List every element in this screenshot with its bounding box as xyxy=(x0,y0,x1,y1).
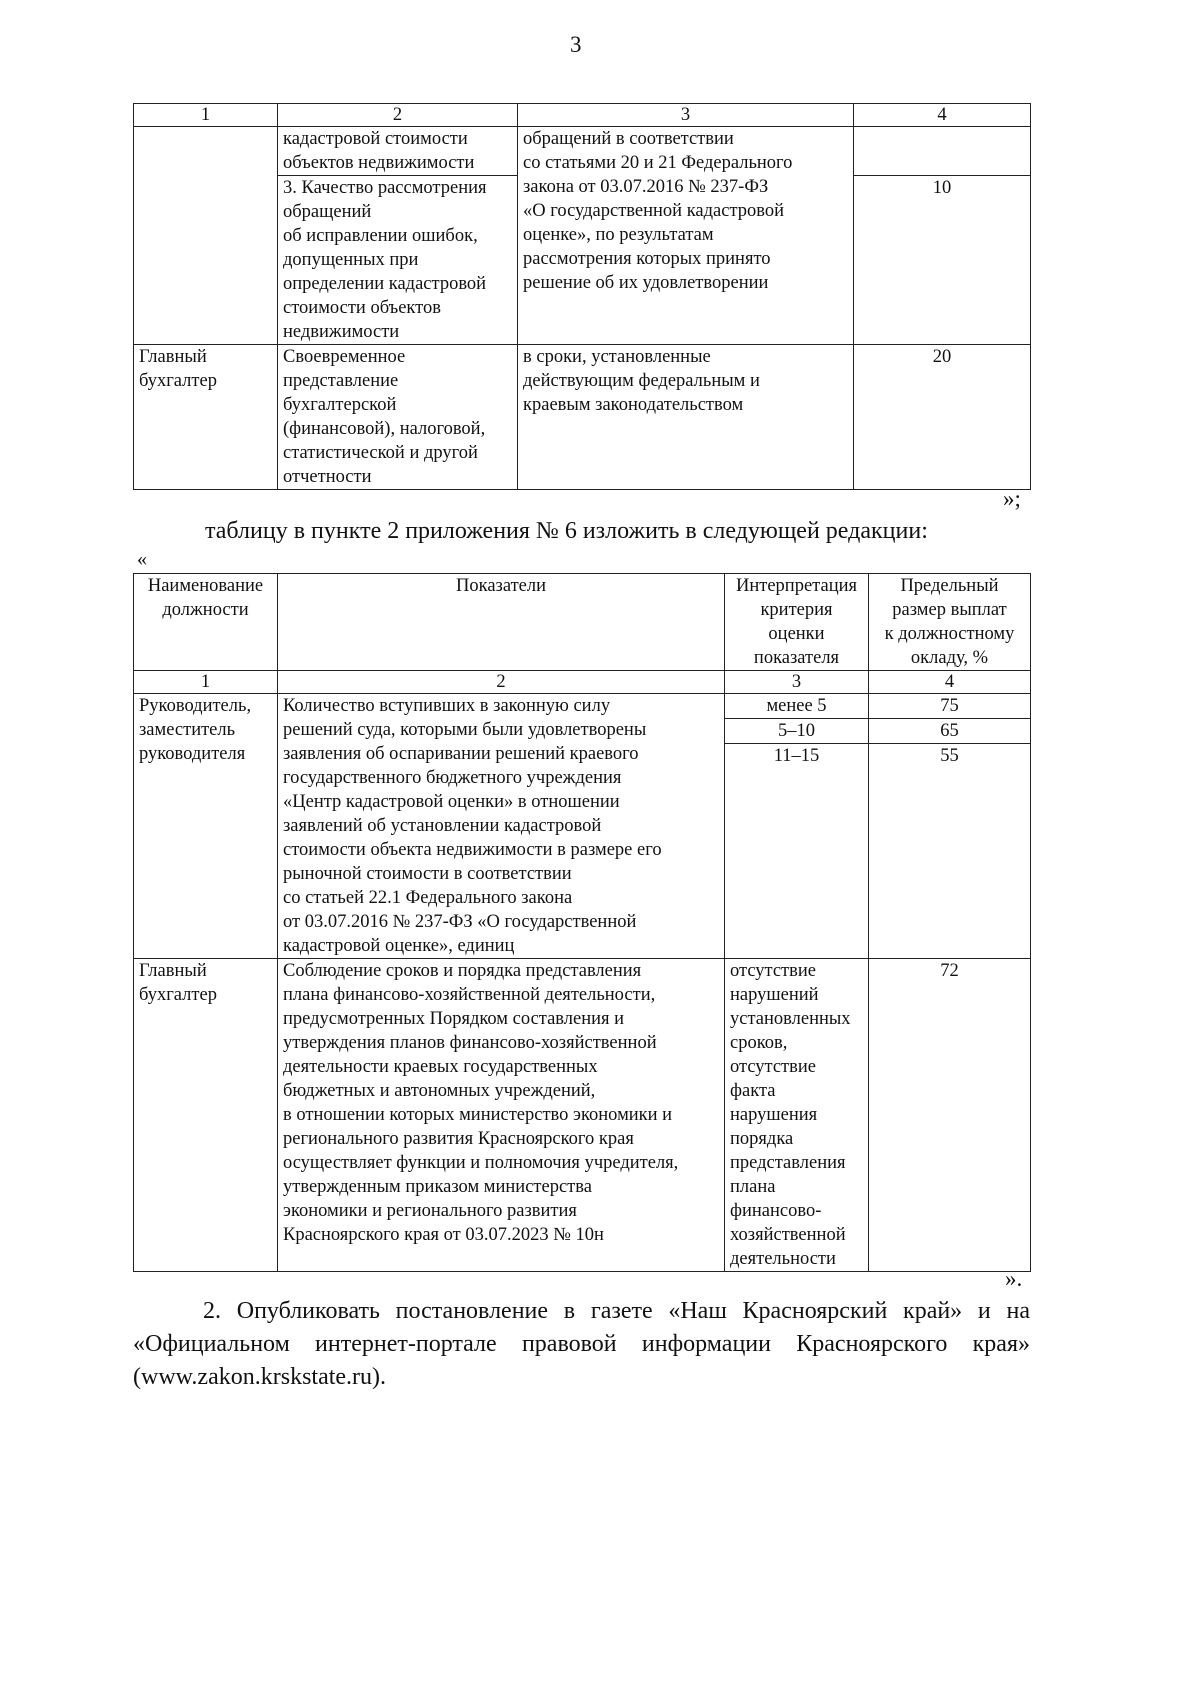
paragraph-publish: 2. Опубликовать постановление в газете «Наш Красноярский край» и на «Официальном интернет-портале правовой информации Красноярского края» (www.zakon.krskstate.ru). xyxy=(133,1298,1030,1390)
opening-quote: « xyxy=(137,548,147,570)
header-interpretation: Интерпретация критерия оценки показателя xyxy=(725,574,869,671)
position-cell: Руководитель, заместитель руководителя xyxy=(134,694,278,959)
interpretation-cell: в сроки, установленные действующим федеральным и краевым законодательством xyxy=(518,345,854,490)
column-number: 2 xyxy=(278,671,725,694)
table-row xyxy=(134,694,1031,719)
interpretation-cell: менее 5 xyxy=(725,694,869,719)
indicator-cell: Количество вступивших в законную силу решений суда, которыми были удовлетворены заявления об оспаривании решений краевого государственного бюджетного учреждения «Центр кадастровой оценки» в отношении заявлений об установлении кадастровой стоимости объекта недвижимости в размере его рыночной стоимости в соответствии со статьей 22.1 Федерального закона от 03.07.2016 № 237-ФЗ «О государственной кадастровой оценке», единиц xyxy=(278,694,725,959)
indicator-cell: Своевременное представление бухгалтерской (финансовой), налоговой, статистической и другой отчетности xyxy=(278,345,518,490)
value-cell xyxy=(854,127,1031,176)
table-header-row xyxy=(134,574,1031,671)
column-number: 4 xyxy=(869,671,1031,694)
criteria-table xyxy=(133,573,1031,1272)
header-indicators: Показатели xyxy=(278,574,725,671)
value-cell: 72 xyxy=(869,959,1031,1272)
column-number: 3 xyxy=(725,671,869,694)
value-cell: 10 xyxy=(854,176,1031,345)
header-position: Наименование должности xyxy=(134,574,278,671)
table-row xyxy=(134,127,1031,176)
table-row xyxy=(134,345,1031,490)
value-cell: 65 xyxy=(869,719,1031,744)
table-continuation xyxy=(133,103,1031,490)
column-numbers-row xyxy=(134,671,1031,694)
column-number: 3 xyxy=(518,104,854,127)
closing-quote: »; xyxy=(1003,486,1021,511)
interpretation-cell: 5–10 xyxy=(725,719,869,744)
table-row xyxy=(134,959,1031,1272)
interpretation-cell: отсутствие нарушений установленных сроков, отсутствие факта нарушения порядка представления плана финансово- хозяйственной деятельности xyxy=(725,959,869,1272)
column-number: 2 xyxy=(278,104,518,127)
position-cell: Главный бухгалтер xyxy=(134,345,278,490)
table-header-row xyxy=(134,104,1031,127)
page-number: 3 xyxy=(570,32,582,57)
instruction-text: таблицу в пункте 2 приложения № 6 изложить в следующей редакции: xyxy=(205,518,928,544)
position-cell: Главный бухгалтер xyxy=(134,959,278,1272)
interpretation-cell: 11–15 xyxy=(725,744,869,959)
column-number: 1 xyxy=(134,671,278,694)
interpretation-cell: обращений в соответствии со статьями 20 и 21 Федерального закона от 03.07.2016 № 237-ФЗ «О государственной кадастровой оценке», по результатам рассмотрения которых принято решение об их удовлетворении xyxy=(518,127,854,345)
position-cell xyxy=(134,127,278,345)
indicator-cell: Соблюдение сроков и порядка представления плана финансово-хозяйственной деятельности, предусмотренных Порядком составления и утверждения планов финансово-хозяйственной деятельности краевых государственных бюджетных и автономных учреждений, в отношении которых министерство экономики и регионального развития Красноярского края осуществляет функции и полномочия учредителя, утвержденным приказом министерства экономики и регионального развития Красноярского края от 03.07.2023 № 10н xyxy=(278,959,725,1272)
value-cell: 75 xyxy=(869,694,1031,719)
indicator-cell: 3. Качество рассмотрения обращений об исправлении ошибок, допущенных при определении кадастровой стоимости объектов недвижимости xyxy=(278,176,518,345)
header-max-payment: Предельный размер выплат к должностному окладу, % xyxy=(869,574,1031,671)
column-number: 4 xyxy=(854,104,1031,127)
closing-quote: ». xyxy=(1005,1266,1023,1291)
value-cell: 55 xyxy=(869,744,1031,959)
indicator-cell: кадастровой стоимости объектов недвижимости xyxy=(278,127,518,176)
column-number: 1 xyxy=(134,104,278,127)
value-cell: 20 xyxy=(854,345,1031,490)
